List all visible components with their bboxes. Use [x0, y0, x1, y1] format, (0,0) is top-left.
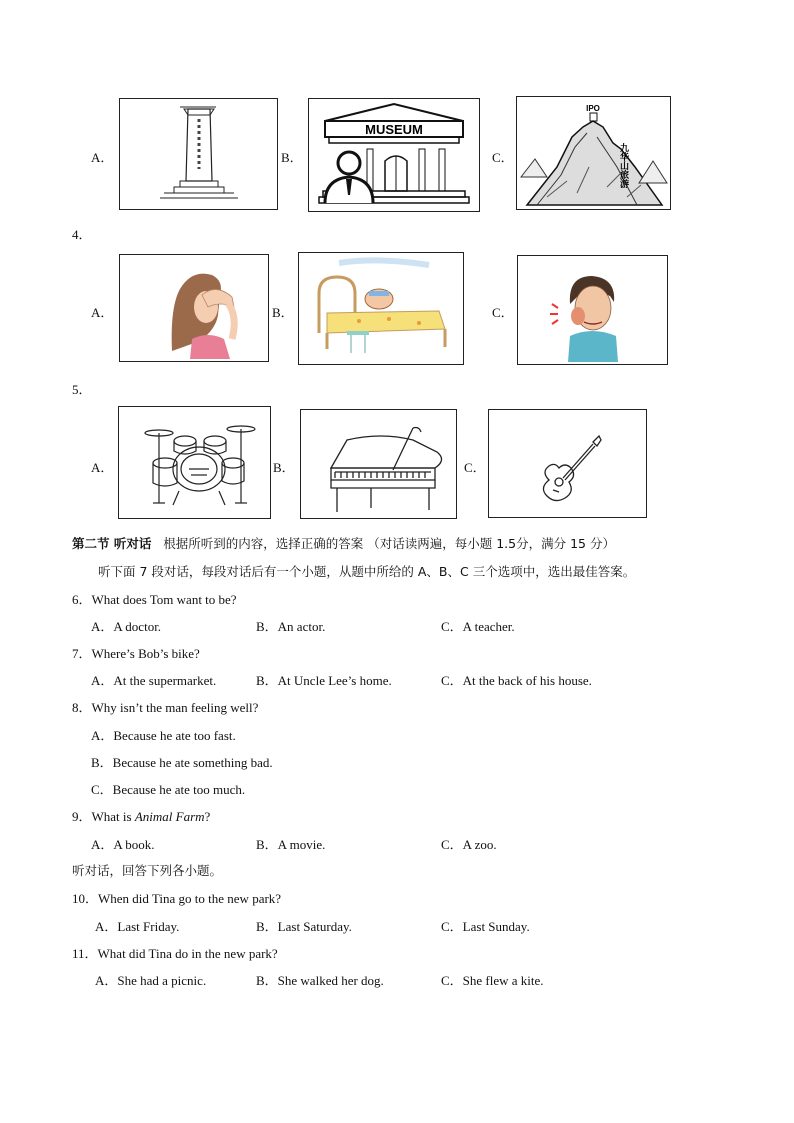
question-number: 6． [72, 592, 92, 607]
mountain-banner-text: 九华山旅游 [618, 143, 628, 188]
question-text: When did Tina go to the new park? [98, 891, 282, 906]
option-letter-4c: C． [492, 305, 514, 320]
guitar-icon [489, 410, 646, 517]
question-9 [72, 806, 210, 825]
girl-eye-picture[interactable] [119, 254, 269, 362]
monument-picture[interactable] [119, 98, 278, 210]
monument-icon [120, 99, 277, 209]
museum-icon [309, 99, 479, 211]
option-letter-3b: B． [281, 150, 303, 165]
toothache-icon [518, 256, 667, 364]
option-7b[interactable]: B．At Uncle Lee’s home. [256, 673, 392, 688]
question-text: What does Tom want to be? [91, 592, 237, 607]
option-letter-5b: B． [273, 460, 295, 475]
question-text-before: What is [91, 809, 135, 824]
question-6 [72, 589, 237, 608]
option-6c[interactable]: C．A teacher. [441, 619, 515, 634]
option-11a[interactable]: A．She had a picnic. [95, 973, 207, 988]
question-number: 9． [72, 809, 92, 824]
option-6b[interactable]: B．An actor. [256, 619, 326, 634]
option-7a[interactable]: A．At the supermarket. [91, 673, 217, 688]
question-text: What did Tina do in the new park? [97, 946, 278, 961]
mountain-icon [517, 97, 670, 209]
question-text: Where’s Bob’s bike? [91, 646, 200, 661]
drum-kit-picture[interactable] [118, 406, 271, 519]
question-number: 8． [72, 700, 92, 715]
option-letter-4b: B． [272, 305, 294, 320]
option-10c[interactable]: C．Last Sunday. [441, 919, 530, 934]
option-10b[interactable]: B．Last Saturday. [256, 919, 352, 934]
option-8a[interactable]: A．Because he ate too fast. [91, 728, 236, 743]
museum-sign-text: MUSEUM [365, 122, 423, 137]
girl-rubbing-eye-icon [120, 255, 268, 361]
piano-icon [301, 410, 456, 518]
option-11c[interactable]: C．She flew a kite. [441, 973, 544, 988]
museum-picture[interactable] [308, 98, 480, 212]
question-8 [72, 697, 258, 716]
option-letter-5c: C． [464, 460, 486, 475]
option-10a[interactable]: A．Last Friday. [95, 919, 180, 934]
sick-in-bed-picture[interactable] [298, 252, 464, 365]
question-10 [72, 888, 281, 907]
option-6a[interactable]: A．A doctor. [91, 619, 162, 634]
section-sub-instruction: 听下面 7 段对话，每段对话后有一个小题，从题中所给的 A、B、C 三个选项中，选出最佳答案。 [98, 564, 636, 579]
option-8b[interactable]: B．Because he ate something bad. [91, 755, 273, 770]
option-9a[interactable]: A．A book. [91, 837, 155, 852]
drum-kit-icon [119, 407, 270, 518]
option-9b[interactable]: B．A movie. [256, 837, 326, 852]
option-7c[interactable]: C．At the back of his house. [441, 673, 592, 688]
section-heading: 第二节 听对话 [72, 536, 152, 551]
question-11 [72, 943, 278, 962]
question-7 [72, 643, 200, 662]
option-letter-3c: C． [492, 150, 514, 165]
question-number: 10． [72, 891, 99, 906]
option-letter-3a: A． [91, 150, 114, 165]
sick-in-bed-icon [299, 253, 463, 364]
section-instruction: 根据所听到的内容，选择正确的答案 （对话读两遍，每小题 1.5分，满分 15 分） [163, 536, 615, 551]
question-number: 7． [72, 646, 92, 661]
guitar-picture[interactable] [488, 409, 647, 518]
toothache-picture[interactable] [517, 255, 668, 365]
option-letter-5a: A． [91, 460, 114, 475]
question-text: Why isn’t the man feeling well? [91, 700, 259, 715]
question-number-5: 5． [72, 382, 92, 397]
option-9c[interactable]: C．A zoo. [441, 837, 497, 852]
question-number: 11． [72, 946, 98, 961]
option-8c[interactable]: C．Because he ate too much. [91, 782, 246, 797]
mountain-picture[interactable] [516, 96, 671, 210]
group-instruction: 听对话，回答下列各小题。 [72, 863, 223, 878]
section-heading-line [72, 534, 615, 552]
question-number-4: 4． [72, 227, 92, 242]
question-text-after: ? [204, 809, 211, 824]
mountain-top-sign: IPO [586, 104, 600, 113]
question-text-title: Animal Farm [134, 809, 205, 824]
option-11b[interactable]: B．She walked her dog. [256, 973, 384, 988]
piano-picture[interactable] [300, 409, 457, 519]
option-letter-4a: A． [91, 305, 114, 320]
